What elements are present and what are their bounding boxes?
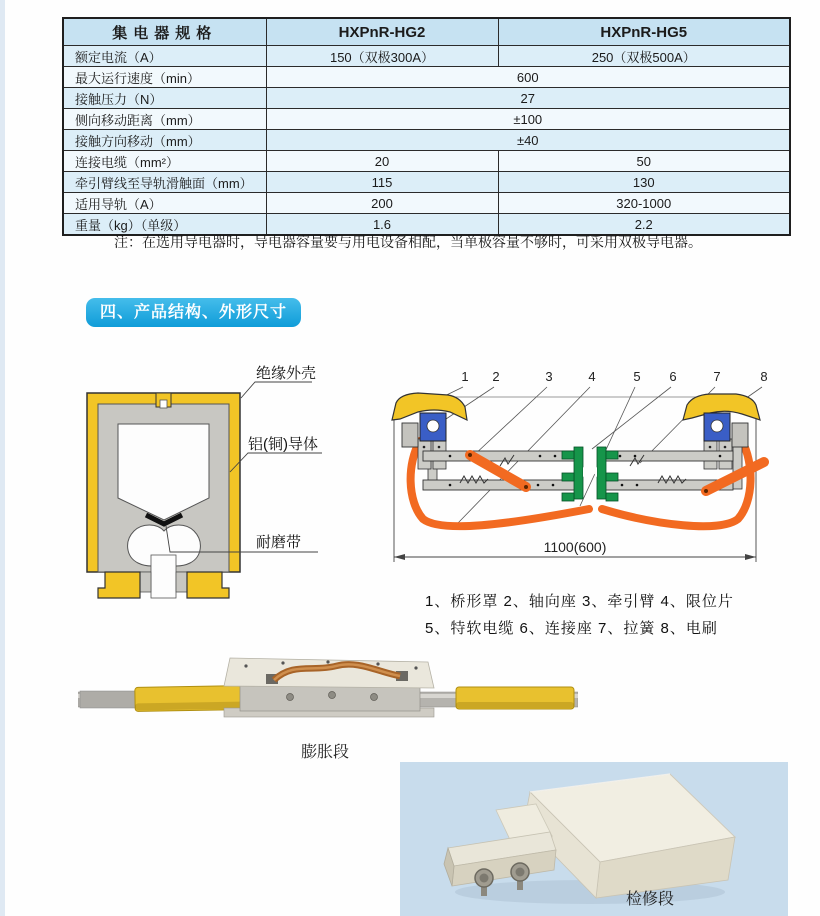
- connector-seat: [562, 447, 618, 501]
- expansion-photo: [78, 650, 578, 742]
- table-row: [63, 193, 790, 214]
- inspection-caption: 检修段: [625, 891, 674, 908]
- bottom-slot: [151, 555, 176, 598]
- row-label: 侧向移动距离（mm）: [63, 109, 266, 130]
- brush-right: [732, 423, 748, 447]
- row-value-hg2: 200: [266, 193, 498, 214]
- table-header-hg2: HXPnR-HG2: [266, 18, 498, 46]
- callout-1: 1: [461, 369, 469, 384]
- row-value-hg5: 50: [498, 151, 790, 172]
- callout-numbers: [461, 369, 767, 384]
- row-value: 600: [266, 67, 790, 88]
- page-edge-strip: [0, 0, 5, 916]
- table-header-spec: 集电器规格: [63, 18, 266, 46]
- spec-table: [62, 17, 791, 236]
- table-row: [63, 46, 790, 67]
- leader-shell: [241, 382, 312, 398]
- yellow-sleeve-right: [456, 687, 574, 709]
- shell-foot-right: [187, 572, 229, 598]
- table-row: [63, 151, 790, 172]
- label-insulation-shell: 绝缘外壳: [256, 365, 317, 382]
- expansion-photo-drawing: [78, 650, 578, 742]
- cross-section-drawing: [60, 350, 380, 695]
- label-conductor: 铝(铜)导体: [248, 436, 318, 453]
- row-label: 适用导轨（A）: [63, 193, 266, 214]
- callout-7: 7: [713, 369, 721, 384]
- row-value: ±100: [266, 109, 790, 130]
- row-value-hg5: 250（双极500A）: [498, 46, 790, 67]
- assembly-figure: [390, 363, 810, 568]
- callout-6: 6: [669, 369, 677, 384]
- row-label: 牵引臂线至导轨滑触面（mm）: [63, 172, 266, 193]
- assembly-legend-line-2: 5、特软电缆 6、连接座 7、拉簧 8、电刷: [425, 620, 718, 637]
- row-label: 接触压力（N）: [63, 88, 266, 109]
- row-value-hg2: 115: [266, 172, 498, 193]
- brush-left: [402, 423, 418, 447]
- cross-section-figure: [60, 350, 380, 695]
- callout-3: 3: [545, 369, 553, 384]
- row-label: 接触方向移动（mm）: [63, 130, 266, 151]
- table-header-row: [63, 18, 790, 46]
- row-value: ±40: [266, 130, 790, 151]
- section-badge: 四、产品结构、外形尺寸: [86, 298, 301, 327]
- expansion-caption: 膨胀段: [300, 744, 349, 761]
- dimension-label: 1100(600): [543, 539, 607, 555]
- row-label: 额定电流（A）: [63, 46, 266, 67]
- row-value-hg5: 130: [498, 172, 790, 193]
- leader-conductor: [230, 453, 322, 472]
- callout-2: 2: [492, 369, 500, 384]
- row-value-hg5: 2.2: [498, 214, 790, 236]
- callout-4: 4: [588, 369, 596, 384]
- table-row: [63, 88, 790, 109]
- table-header-hg5: HXPnR-HG5: [498, 18, 790, 46]
- callout-5: 5: [633, 369, 641, 384]
- assembly-drawing: [390, 363, 810, 568]
- row-value-hg2: 20: [266, 151, 498, 172]
- label-wear-strip: 耐磨带: [256, 534, 302, 551]
- row-value: 27: [266, 88, 790, 109]
- table-row: [63, 67, 790, 88]
- row-value-hg2: 1.6: [266, 214, 498, 236]
- inspection-photo-drawing: [400, 762, 788, 916]
- row-label: 最大运行速度（min）: [63, 67, 266, 88]
- inspection-photo: [400, 762, 788, 916]
- row-label: 连接电缆（mm²）: [63, 151, 266, 172]
- table-row: [63, 109, 790, 130]
- note-text: 注：在选用导电器时，导电器容量要与用电设备相配，当单极容量不够时，可采用双极导电器。: [114, 234, 702, 250]
- row-value-hg2: 150（双极300A）: [266, 46, 498, 67]
- callout-8: 8: [760, 369, 768, 384]
- shell-foot-left: [98, 572, 140, 598]
- table-row: [63, 172, 790, 193]
- table-row: [63, 130, 790, 151]
- row-value-hg5: 320-1000: [498, 193, 790, 214]
- row-label: 重量（kg）（单级）: [63, 214, 266, 236]
- assembly-legend-line-1: 1、桥形罩 2、轴向座 3、牵引臂 4、限位片: [425, 593, 734, 610]
